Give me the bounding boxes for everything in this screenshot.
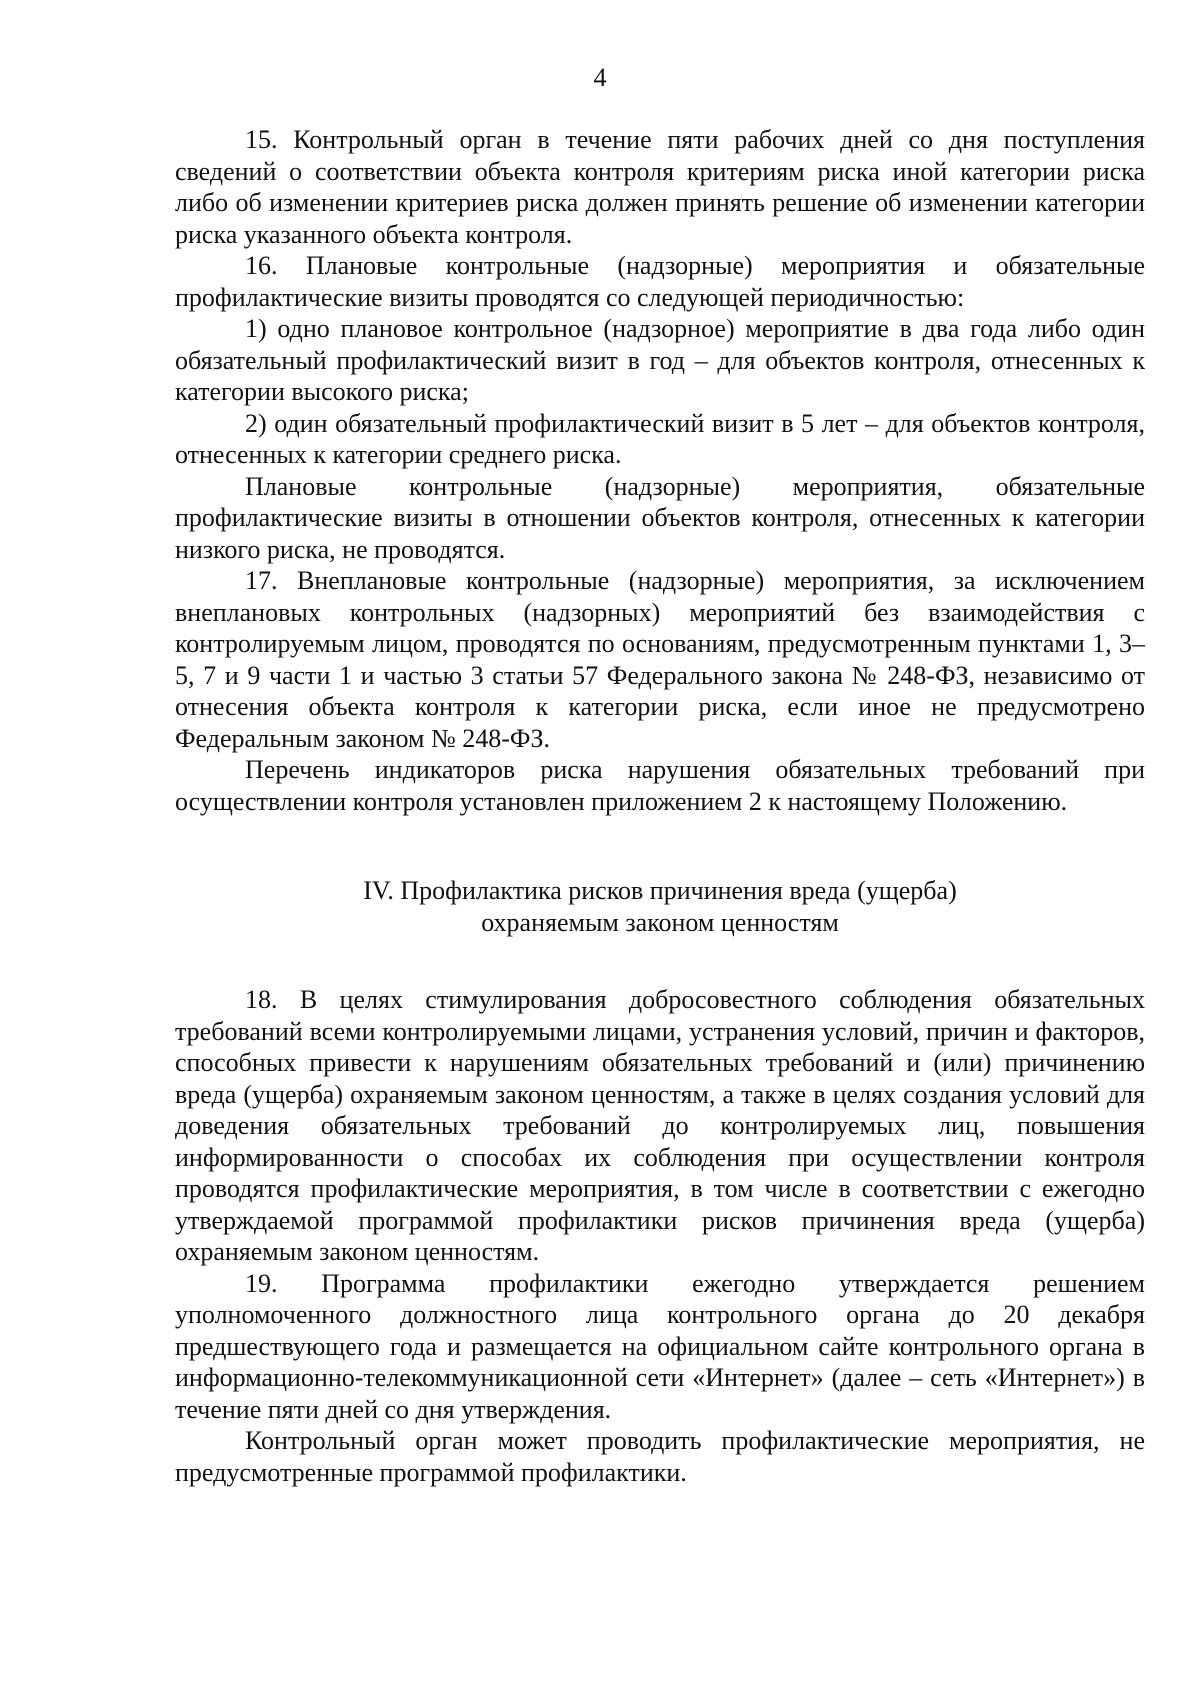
paragraph-16-item-1: 1) одно плановое контрольное (надзорное) мероприятие в два года либо один обязательный профилактический визит в год – для объектов контроля, отнесенных к категории высокого риска; <box>175 314 1145 406</box>
paragraph-17: 17. Внеплановые контрольные (надзорные) мероприятия, за исключением внеплановых контрольных (надзорных) мероприятий без взаимодействия с контролируемым лицом, проводятся по основаниям, предусмотренным пунктами 1, 3–5, 7 и 9 части 1 и частью 3 статьи 57 Федерального закона № 248-ФЗ, независимо от отнесения объекта контроля к категории риска, если иное не предусмотрено Федеральным законом № 248-ФЗ. <box>175 566 1145 753</box>
paragraph-19: 19. Программа профилактики ежегодно утверждается решением уполномоченного должностного лица контрольного органа до 20 декабря предшествующего года и размещается на официальном сайте контрольного органа в информационно-телекоммуникационной сети «Интернет» (далее – сеть «Интернет») в течение пяти дней со дня утверждения. <box>175 1268 1145 1424</box>
paragraph-risk-indicators: Перечень индикаторов риска нарушения обязательных требований при осуществлении контроля установлен приложением 2 к настоящему Положению. <box>175 755 1145 816</box>
paragraph-15: 15. Контрольный орган в течение пяти рабочих дней со дня поступления сведений о соответствии объекта контроля критериям риска иной категории риска либо об изменении критериев риска должен принять решение об изменении категории риска указанного объекта контроля. <box>175 125 1145 249</box>
paragraph-16: 16. Плановые контрольные (надзорные) мероприятия и обязательные профилактические визиты проводятся со следующей периодичностью: <box>175 251 1145 312</box>
section-heading <box>175 875 1145 938</box>
paragraph-low-risk: Плановые контрольные (надзорные) мероприятия, обязательные профилактические визиты в отношении объектов контроля, отнесенных к категории низкого риска, не проводятся. <box>175 471 1145 564</box>
section-heading-line-2: охраняемым законом ценностям <box>481 907 839 937</box>
paragraph-16-item-2: 2) один обязательный профилактический визит в 5 лет – для объектов контроля, отнесенных к категории среднего риска. <box>175 408 1145 469</box>
page-number: 4 <box>593 63 607 92</box>
paragraph-18: 18. В целях стимулирования добросовестного соблюдения обязательных требований всеми контролируемыми лицами, устранения условий, причин и факторов, способных привести к нарушениям обязательных требований и (или) причинению вреда (ущерба) охраняемым законом ценностям, а также в целях создания условий для доведения обязательных требований до контролируемых лиц, повышения информированности о способах их соблюдения при осуществлении контроля проводятся профилактические мероприятия, в том числе в соответствии с ежегодно утверждаемой программой профилактики рисков причинения вреда (ущерба) охраняемым законом ценностям. <box>175 985 1145 1266</box>
document-body <box>175 124 1145 1488</box>
paragraph-extra-measures: Контрольный орган может проводить профилактические мероприятия, не предусмотренные программой профилактики. <box>175 1426 1145 1487</box>
section-heading-line-1: IV. Профилактика рисков причинения вреда (ущерба) <box>363 876 957 905</box>
